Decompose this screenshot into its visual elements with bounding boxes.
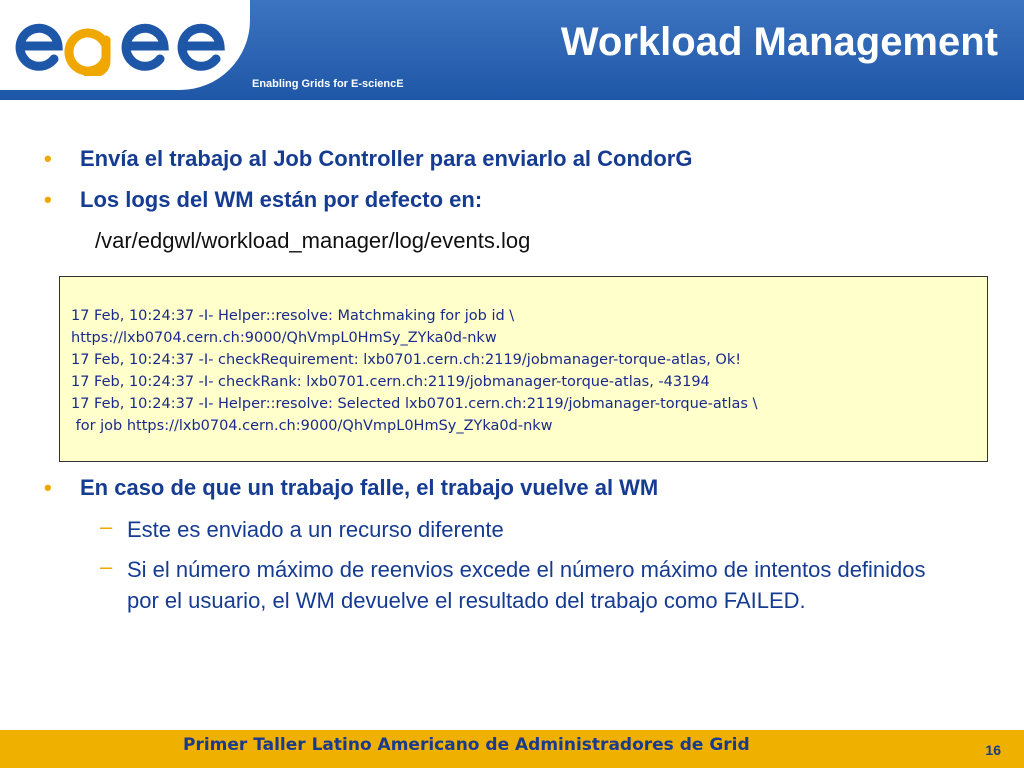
bullet-text: En caso de que un trabajo falle, el trabajo vuelve al WM (80, 475, 659, 500)
logo-panel (0, 0, 250, 90)
page-number: 16 (985, 742, 1001, 758)
bullet-text: Envía el trabajo al Job Controller para enviarlo al CondorG (80, 146, 693, 171)
log-excerpt-box (59, 276, 988, 462)
tagline: Enabling Grids for E-sciencE (252, 78, 404, 90)
header-bar (0, 0, 1024, 100)
bullet-item-3 (44, 475, 658, 501)
footer-text: Primer Taller Latino Americano de Administradores de Grid (183, 735, 750, 755)
log-line: 17 Feb, 10:24:37 -I- checkRank: lxb0701.cern.ch:2119/jobmanager-torque-atlas, -43194 (71, 374, 710, 390)
slide-title: Workload Management (560, 20, 998, 64)
egee-logo (12, 10, 234, 76)
log-line: 17 Feb, 10:24:37 -I- Helper::resolve: Matchmaking for job id \ (71, 308, 515, 324)
log-line: 17 Feb, 10:24:37 -I- checkRequirement: lxb0701.cern.ch:2119/jobmanager-torque-atlas, Ok! (71, 352, 742, 368)
footer-bar (0, 730, 1024, 768)
dash-icon: – (100, 514, 113, 539)
bullet-icon: • (44, 146, 52, 171)
bullet-text: Los logs del WM están por defecto en: (80, 187, 483, 212)
dash-icon: – (100, 554, 113, 579)
sub-bullet-text: Si el número máximo de reenvios excede el número máximo de intentos definidos por el usuario, el WM devuelve el resultado del trabajo como FAILED. (127, 557, 926, 613)
sub-bullet-item-1 (100, 514, 927, 545)
bullet-item-2 (44, 187, 482, 213)
sub-bullet-item-2 (100, 554, 927, 616)
bullet-item-1 (44, 146, 692, 172)
log-line: 17 Feb, 10:24:37 -I- Helper::resolve: Selected lxb0701.cern.ch:2119/jobmanager-torque-atlas \ (71, 396, 758, 412)
log-line: https://lxb0704.cern.ch:9000/QhVmpL0HmSy_ZYka0d-nkw (71, 330, 497, 346)
log-path: /var/edgwl/workload_manager/log/events.log (95, 228, 531, 253)
sub-bullet-text: Este es enviado a un recurso diferente (127, 517, 504, 542)
bullet-icon: • (44, 475, 52, 500)
log-line: for job https://lxb0704.cern.ch:9000/QhVmpL0HmSy_ZYka0d-nkw (71, 418, 553, 434)
bullet-icon: • (44, 187, 52, 212)
